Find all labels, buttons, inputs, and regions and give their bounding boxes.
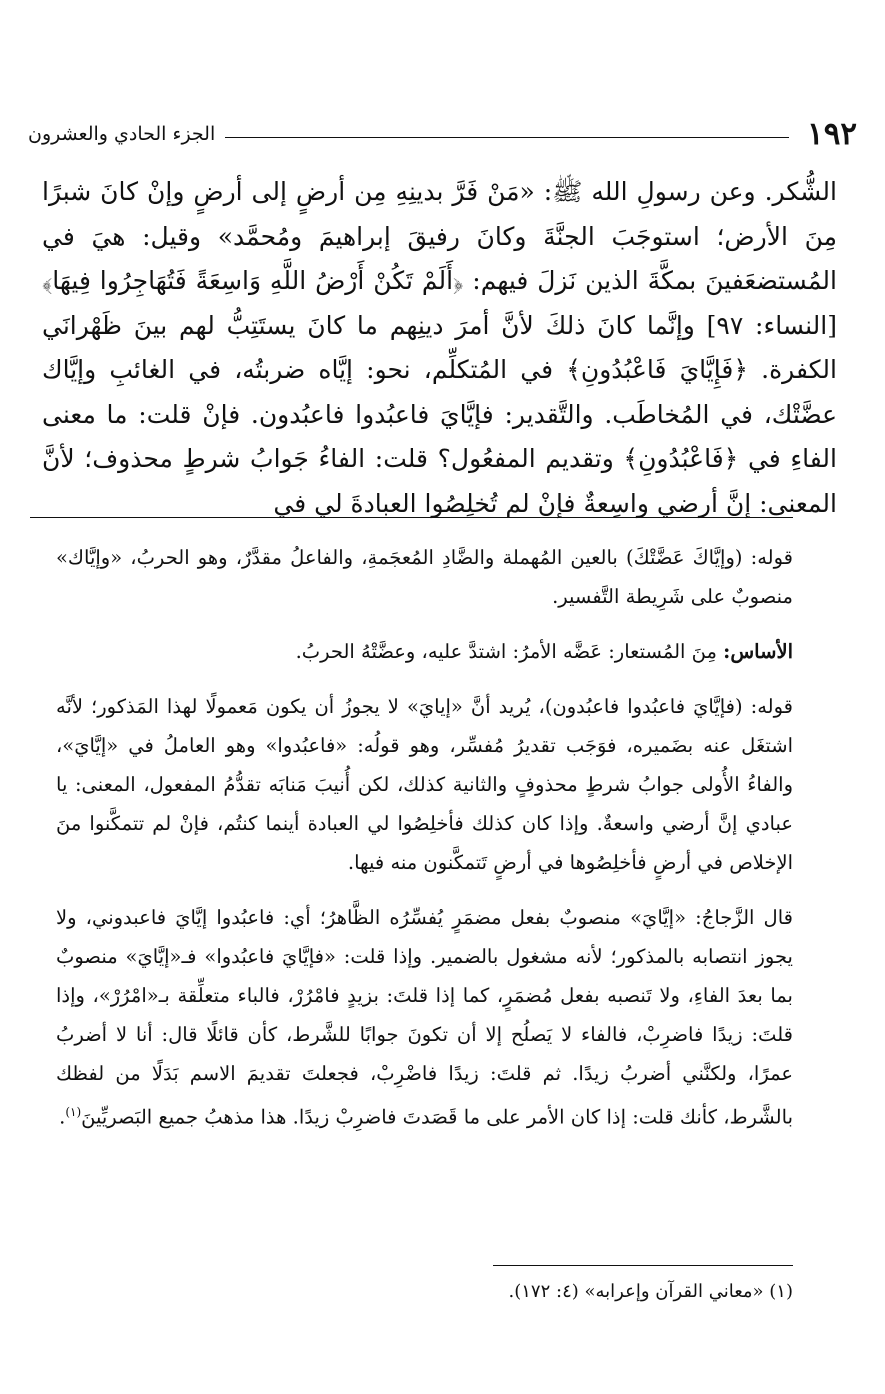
commentary-paragraph: قال الزَّجاجُ: «إيَّايَ» منصوبٌ بفعل مضمَرٍ يُفسِّرُه الظَّاهرُ؛ أي: فاعبُدوا إيَّايَ فاعبدوني، ولا يجوز انتصابه بالمذكور؛ لأنه مشغول بالضمير. وإذا قلت: «فإيَّايَ فاعبُدوا» فـ«إيَّايَ» منصوبٌ بما بعدَ الفاءِ، ولا تَنصبه بفعل مُضمَرٍ، كما إذا قلتَ: بزيدٍ فامْرُرْ، فالباء متعلِّقة بـ«امْرُرْ»، وإذا قلتَ: زيدًا فاضرِبْ، فالفاء لا يَصلُح إلا أن تكونَ جوابًا للشَّرط، كأن قائلًا قال: أنا لا أضربُ عمرًا، ولكنَّني أضربُ زيدًا. ثم قلتَ: زيدًا فاضْرِبْ، فجعلتَ تقديمَ الاسم بَدَلًا من لفظك بالشَّرط، كأنك قلت: إذا كان الأمر على ما قَصَدتَ فاضرِبْ زيدًا. هذا مذهبُ جميع البَصريِّينَ$^{(١)}$.: [56, 906, 793, 1129]
main-paragraph: الشُّكر. وعن رسولِ الله ﷺ: «مَنْ فَرَّ بدينِهِ مِن أرضٍ إلى أرضٍ وإنْ كانَ شبرًا مِنَ الأرض؛ استوجَبَ الجنَّةَ وكانَ رفيقَ إبراهيمَ ومُحمَّد» وقيل: هيَ في المُستضعَفينَ بمكَّةَ الذين نَزلَ فيهم: ﴿أَلَمْ تَكُنْ أَرْضُ اللَّهِ وَاسِعَةً فَتُهَاجِرُوا فِيهَا﴾ [النساء: ٩٧] وإنَّما كانَ ذلكَ لأنَّ أمرَ دينِهم ما كانَ يستَتِبُّ لهم بينَ ظَهْرانَي الكفرة. ﴿فَإِيَّايَ فَاعْبُدُونِ﴾ في المُتكلِّم، نحو: إيَّاه ضربتُه، في الغائبِ وإيَّاك عضَّتْك، في المُخاطَب. والتَّقدير: فإيَّايَ فاعبُدوا فاعبُدون. فإنْ قلت: ما معنى الفاءِ في ﴿فَاعْبُدُونِ﴾ وتقديم المفعُول؟ قلت: الفاءُ جَوابُ شرطٍ محذوف؛ لأنَّ المعنى: إنَّ أرضي واسِعةٌ فإنْ لم تُخلِصُوا العبادةَ لي في: [42, 177, 837, 518]
commentary-paragraph: [56, 632, 793, 671]
footnote: [56, 1276, 793, 1308]
footnote-divider: [493, 1265, 793, 1266]
main-text-block: [42, 170, 837, 526]
commentary-text: قال الزَّجاجُ: «إيَّايَ» منصوبٌ بفعل مضمَرٍ يُفسِّرُه الظَّاهرُ؛ أي: فاعبُدوا إيَّايَ فاعبدوني، ولا يجوز انتصابه بالمذكور؛ لأنه مشغول بالضمير. وإذا قلت: «فإيَّايَ فاعبُدوا» فـ«إيَّايَ» منصوبٌ بما بعدَ الفاءِ، ولا تَنصبه بفعل مُضمَرٍ، كما إذا قلتَ: بزيدٍ فامْرُرْ، فالباء متعلِّقة بـ«امْرُرْ»، وإذا قلتَ: زيدًا فاضرِبْ، فالفاء لا يَصلُح إلا أن تكونَ جوابًا للشَّرط، كأن قائلًا قال: أنا لا أضربُ عمرًا، ولكنَّني أضربُ زيدًا. ثم قلتَ: زيدًا فاضْرِبْ، فجعلتَ تقديمَ الاسم بَدَلًا من لفظك بالشَّرط، كأنك قلت: إذا كان الأمر على ما قَصَدتَ فاضرِبْ زيدًا. هذا مذهبُ جميع البَصريِّينَ: [56, 906, 793, 1129]
footnote-text: (١) «معاني القرآن وإعرابه» (٤: ١٧٢).: [508, 1281, 793, 1302]
section-divider: [30, 517, 793, 518]
footnote-reference[interactable]: (١): [65, 1105, 82, 1119]
commentary-block: [56, 538, 793, 1146]
page-number: ١٩٢: [807, 116, 857, 152]
source-label: الأساس:: [723, 640, 793, 663]
commentary-paragraph: قوله: (وإيَّاكَ عَضَّتْكَ) بالعين المُهملة والضَّادِ المُعجَمةِ، والفاعلُ مقدَّرٌ، وهو الحربُ، «وإيَّاك» منصوبٌ على شَرِيطة التَّفسير.: [56, 546, 793, 608]
commentary-text: مِنَ المُستعار: عَضَّه الأمرُ: اشتدَّ عليه، وعضَّتْهُ الحربُ.: [295, 640, 717, 663]
running-title: الجزء الحادي والعشرون: [28, 123, 216, 145]
page-header: [28, 112, 857, 156]
commentary-paragraph: قوله: (فإيَّايَ فاعبُدوا فاعبُدون)، يُريد أنَّ «إيايَ» لا يجوزُ أن يكون مَعمولًا لهذا المَذكور؛ لأنَّه اشتغَل عنه بضَميره، فوَجَب تقديرُ مُفسِّر، وهو قولُه: «فاعبُدوا» وهو العاملُ في «إيَّايَ»، والفاءُ الأُولى جوابُ شرطٍ محذوفٍ والثانية كذلك، لكن أُنيبَ مَنابَه تقدُّمُ المفعول، المعنى: يا عبادي إنَّ أرضي واسعةٌ. وإذا كان كذلك فأخلِصُوا لي العبادة أينما كنتُم، فإنْ لم تتمكَّنوا منَ الإخلاص في أرضٍ فأخلِصُوها في أرضٍ تَتمكَّنون منه فيها.: [56, 695, 793, 874]
header-rule: [225, 137, 789, 138]
